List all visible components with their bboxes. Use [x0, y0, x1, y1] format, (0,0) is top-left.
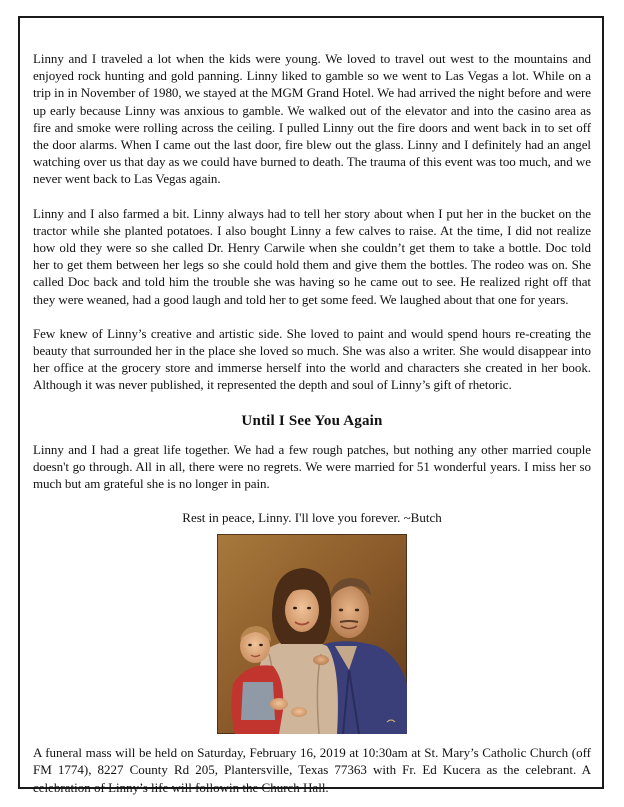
paragraph-farm: Linny and I also farmed a bit. Linny always had to tell her story about when I put her in the bucket on the tractor while she planted potatoes. I also bought Linny a few calves to raise. At the time, I did not realize how old they were so she called Dr. Henry Carwile when she couldn’t get them to take a bottle. Doc told her to get them between her legs so she could hold them and give them the bottles. The rodeo was on. She called Doc back and told him the trouble she was having so he came out to see. He realized right off that they were weaned, had a good laugh and told her to get some feed. We laughed about that one for years.: [33, 205, 591, 307]
paragraph-creative: Few knew of Linny’s creative and artistic side. She loved to paint and would spend hours re-creating the beauty that surrounded her in the place she loved so much. She was also a writer. She would disappear into her office at the grocery store and immerse herself into the world and characters she created in her book. Although it was never published, it represented the depth and soul of Linny’s gift of rhetoric.: [33, 325, 591, 393]
closing-line: Rest in peace, Linny. I'll love you forever. ~Butch: [182, 510, 442, 526]
paragraph-travel: Linny and I traveled a lot when the kids were young. We loved to travel out west to the mountains and enjoyed rock hunting and gold panning. Linny liked to gamble so we went to Las Vegas a lot. While on a trip in in November of 1980, we stayed at the MGM Grand Hotel. We had arrived the night before and were up early because Linny was anxious to gamble. We walked out of the elevator and into the casino area as fire and smoke were rolling across the ceiling. I pulled Linny out the fire doors and went back in to set off the door alarms. When I came out the last door, fire blew out the glass. Linny and I definitely had an angel watching over us that day as we could have burned to death. The trauma of this event was too much, and we never went back to Las Vegas again.: [33, 51, 591, 187]
family-photo-illustration: [217, 534, 407, 734]
paragraph-life: Linny and I had a great life together. We had a few rough patches, but nothing any other married couple doesn't go through. All in all, there were no regrets. We were married for 51 wonderful years. I miss her so much but am grateful she is no longer in pain.: [33, 441, 591, 492]
obituary-content: [33, 50, 591, 796]
family-photo: [217, 534, 407, 734]
section-heading: Until I See You Again: [241, 412, 383, 429]
funeral-notice: A funeral mass will be held on Saturday, February 16, 2019 at 10:30am at St. Mary’s Catholic Church (off FM 1774), 8227 County Rd 205, Plantersville, Texas 77363 with Fr. Ed Kucera as the celebrant. A celebration of Linny’s life will followin the Church Hall.: [33, 745, 591, 795]
